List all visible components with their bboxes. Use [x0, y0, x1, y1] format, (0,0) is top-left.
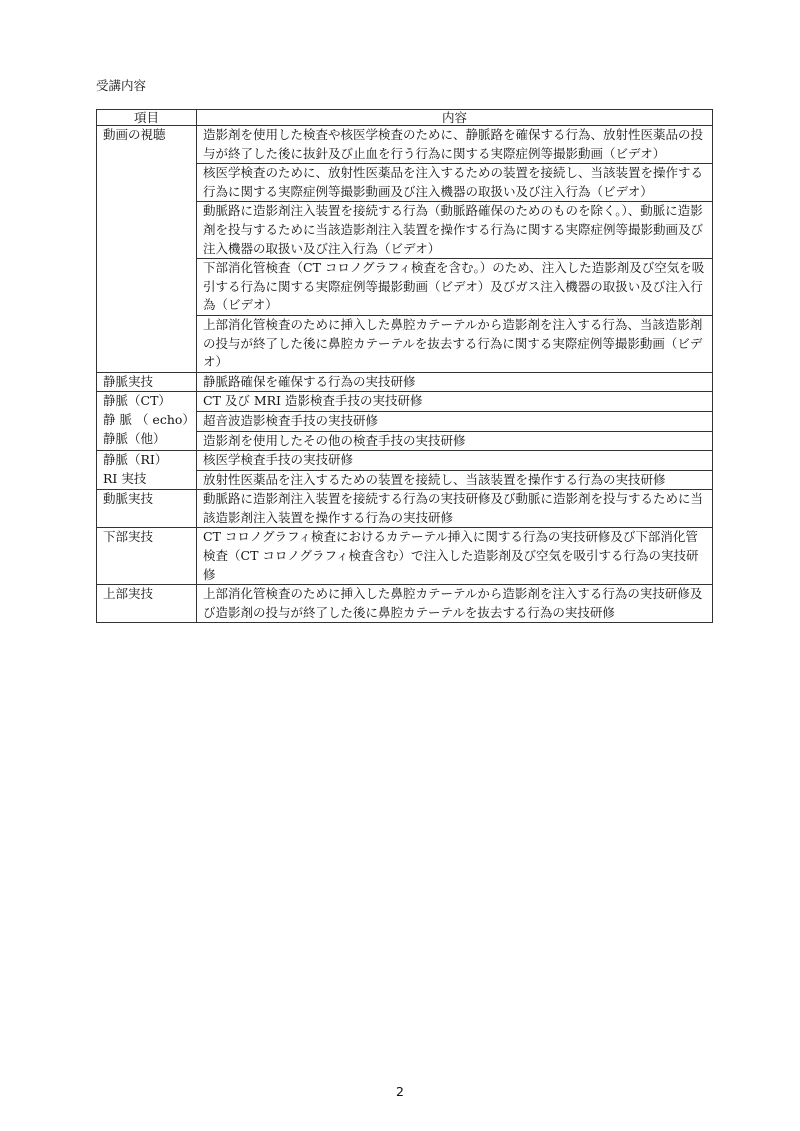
table-row [97, 585, 713, 623]
table-row [97, 392, 713, 412]
content-cell: 造影剤を使用した検査や核医学検査のために、静脈路を確保する行為、放射性医薬品の投与が終了した後に抜針及び止血を行う行為に関する実際症例等撮影動画（ビデオ） [197, 126, 713, 164]
table-row [97, 451, 713, 471]
item-label: 静脈（他） [103, 430, 166, 446]
content-cell: 造影剤を使用したその他の検査手技の実技研修 [197, 431, 713, 451]
content-cell: 核医学検査手技の実技研修 [197, 451, 713, 471]
course-content-table [96, 109, 713, 623]
content-cell: CT 及び MRI 造影検査手技の実技研修 [197, 392, 713, 412]
page-number: 2 [396, 1084, 404, 1099]
table-row [97, 490, 713, 528]
table-row [97, 126, 713, 164]
content-cell: CT コロノグラフィ検査におけるカテーテル挿入に関する行為の実技研修及び下部消化管検査（CT コロノグラフィ検査含む）で注入した造影剤及び空気を吸引する行為の実技研修 [197, 528, 713, 585]
content-cell: 動脈路に造影剤注入装置を接続する行為の実技研修及び動脈に造影剤を投与するために当該造影剤注入装置を操作する行為の実技研修 [197, 490, 713, 528]
content-cell: 下部消化管検査（CT コロノグラフィ検査を含む。）のため、注入した造影剤及び空気を吸引する行為に関する実際症例等撮影動画（ビデオ）及びガス注入機器の取扱い及び注入行為（ビデオ） [197, 259, 713, 316]
item-label: 静脈（RI） [103, 452, 168, 468]
item-label: 静 脈 （ echo） [103, 411, 195, 427]
content-cell: 静脈路確保を確保する行為の実技研修 [197, 372, 713, 392]
table-row [97, 528, 713, 585]
item-cell-lower: 下部実技 [97, 528, 197, 585]
content-cell: 放射性医薬品を注入するための装置を接続し、当該装置を操作する行為の実技研修 [197, 470, 713, 490]
header-content: 内容 [197, 110, 713, 126]
header-item: 項目 [97, 110, 197, 126]
item-cell-upper: 上部実技 [97, 585, 197, 623]
section-heading: 受講内容 [96, 78, 147, 93]
item-cell-video: 動画の視聴 [97, 126, 197, 373]
content-cell: 超音波造影検査手技の実技研修 [197, 411, 713, 431]
item-cell-venous-practice: 静脈実技 [97, 372, 197, 392]
item-cell-arterial: 動脈実技 [97, 490, 197, 528]
table-row [97, 372, 713, 392]
item-cell-venous-contrast [97, 392, 197, 451]
content-cell: 核医学検査のために、放射性医薬品を注入するための装置を接続し、当該装置を操作する行為に関する実際症例等撮影動画及び注入機器の取扱い及び注入行為（ビデオ） [197, 164, 713, 202]
item-label: RI 実技 [103, 470, 147, 486]
content-cell: 上部消化管検査のために挿入した鼻腔カテーテルから造影剤を注入する行為、当該造影剤の投与が終了した後に鼻腔カテーテルを抜去する行為に関する実際症例等撮影動画（ビデオ） [197, 315, 713, 372]
item-cell-venous-ri [97, 451, 197, 490]
content-cell: 動脈路に造影剤注入装置を接続する行為（動脈路確保のためのものを除く。）、動脈に造影剤を投与するために当該造影剤注入装置を操作する行為に関する実際症例等撮影動画及び注入機器の取扱い及び注入行為（ビデオ） [197, 202, 713, 259]
table-header-row [97, 110, 713, 126]
content-cell: 上部消化管検査のために挿入した鼻腔カテーテルから造影剤を注入する行為の実技研修及び造影剤の投与が終了した後に鼻腔カテーテルを抜去する行為の実技研修 [197, 585, 713, 623]
item-label: 静脈（CT） [103, 393, 171, 409]
